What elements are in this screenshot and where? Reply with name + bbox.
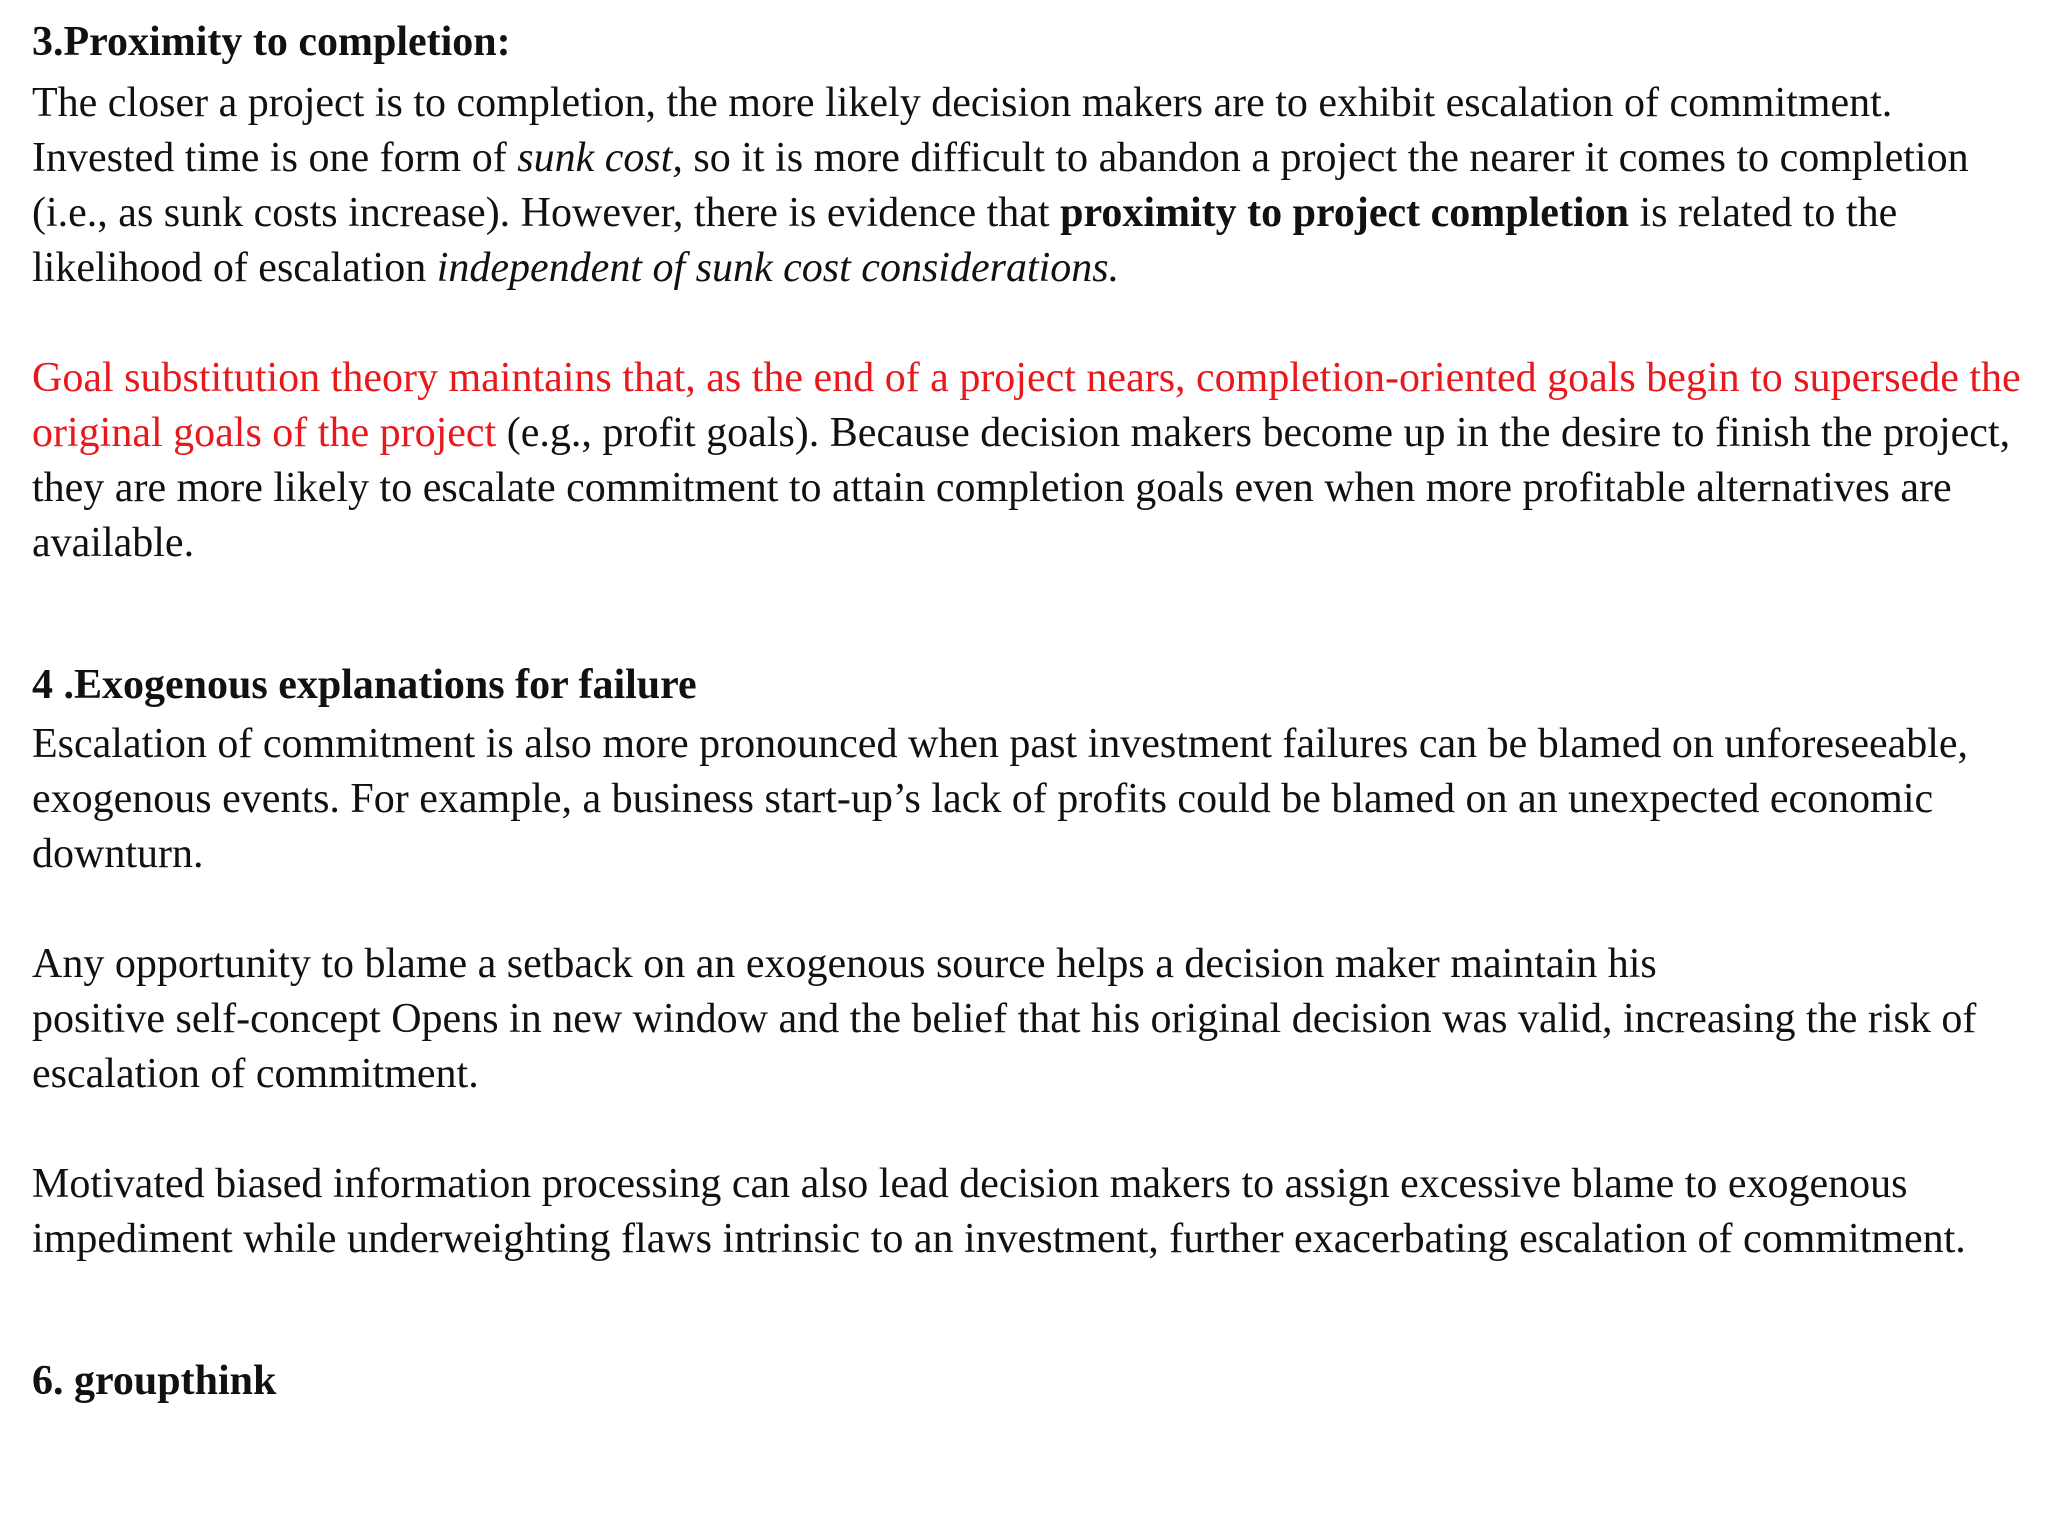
section-3-paragraph-1 <box>32 76 2027 296</box>
section-6-heading: 6. groupthink <box>32 1358 277 1404</box>
italic-phrase-independent: independent of sunk cost considerations. <box>436 245 1120 291</box>
text-span: (e.g., profit goals). Because decision makers become up in the desire to finish the project, they are more likely to escalate commitment to attain completion goals even when more profitable alternatives are available. <box>32 410 2011 566</box>
document-page <box>32 14 2027 1409</box>
text-span: positive self-concept Opens in new window and the belief that his original decision was valid, increasing the risk of escalation of commitment. <box>32 996 1977 1097</box>
text-span: so it is more difficult to abandon a project the nearer it comes to completion (i.e., as sunk costs increase). However, there is evidence that <box>32 135 1969 236</box>
section-3-heading: 3.Proximity to completion: <box>32 19 511 65</box>
text-span: is related to the likelihood of escalation <box>32 190 1898 291</box>
section-4-paragraph-2 <box>32 937 2027 1102</box>
section-4-paragraph-1: Escalation of commitment is also more pronounced when past investment failures can be blamed on unforeseeable, exogenous events. For example, a business start-up’s lack of profits could be blamed on an unexpected economic downturn. <box>32 721 1969 877</box>
section-3-paragraph-2 <box>32 351 2027 571</box>
text-span: Any opportunity to blame a setback on an exogenous source helps a decision maker maintain his <box>32 941 1657 987</box>
bold-term-proximity: proximity to project completion <box>1060 190 1629 236</box>
text-span: The closer a project is to completion, the more likely decision makers are to exhibit escalation of commitment. Invested time is one form of <box>32 80 1893 181</box>
section-4-paragraph-3: Motivated biased information processing can also lead decision makers to assign excessive blame to exogenous impediment while underweighting flaws intrinsic to an investment, further exacerbating escalation of commitment. <box>32 1161 1966 1262</box>
section-4-heading: 4 .Exogenous explanations for failure <box>32 662 697 708</box>
italic-term-sunk-cost: sunk cost, <box>517 135 683 181</box>
highlighted-red-text: Goal substitution theory maintains that, as the end of a project nears, completion-oriented goals begin to supersede the original goals of the project <box>32 355 2021 456</box>
